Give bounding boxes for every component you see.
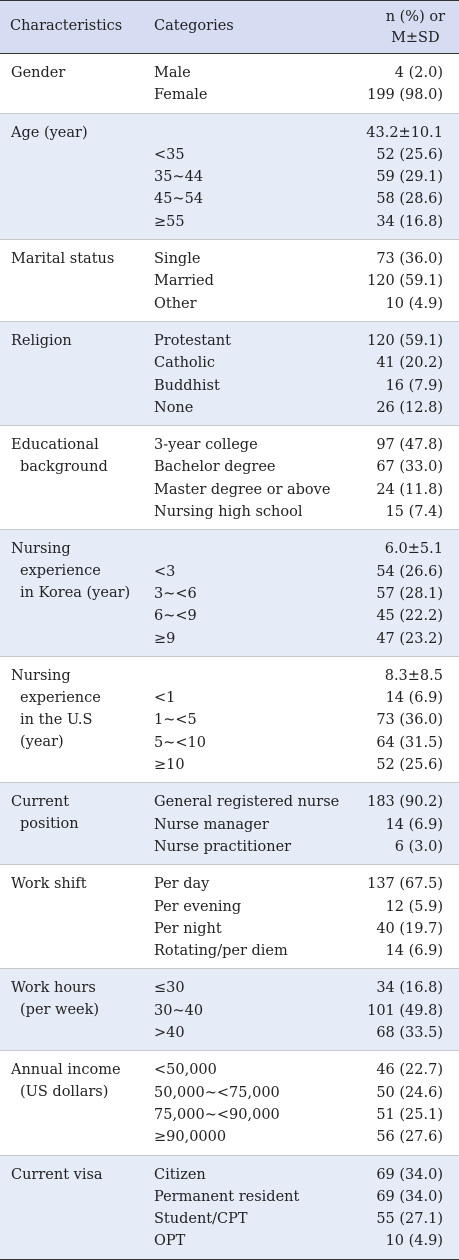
- table-row: [0, 144, 459, 166]
- table-row: [0, 188, 459, 210]
- value-cell: 26 (12.8): [376, 399, 443, 416]
- category-cell: ≥55: [154, 213, 185, 230]
- group-visa: [0, 1156, 459, 1260]
- table-row: [0, 732, 459, 754]
- value-cell: 69 (34.0): [376, 1188, 443, 1205]
- value-cell: 69 (34.0): [376, 1166, 443, 1183]
- table-row: [0, 352, 459, 374]
- table-row: [0, 1230, 459, 1252]
- group-exp_us: [0, 657, 459, 784]
- category-cell: 35~44: [154, 169, 204, 186]
- table-row: [0, 1164, 459, 1186]
- group-age: [0, 114, 459, 241]
- group-label-line: Current: [11, 794, 70, 811]
- value-cell: 6 (3.0): [394, 838, 443, 855]
- group-label-line: (US dollars): [20, 1084, 109, 1101]
- category-cell: 6~<9: [154, 608, 197, 625]
- table-row: [0, 122, 459, 144]
- value-cell: 120 (59.1): [367, 332, 443, 349]
- value-cell: 12 (5.9): [385, 898, 443, 915]
- table-row: [0, 605, 459, 627]
- category-cell: Buddhist: [154, 377, 220, 394]
- table-row: [0, 1082, 459, 1104]
- group-shift: [0, 865, 459, 969]
- header-categories: Categories: [154, 18, 234, 34]
- value-cell: 199 (98.0): [367, 87, 443, 104]
- category-cell: ≥90,0000: [154, 1129, 227, 1146]
- table-row: [0, 1000, 459, 1022]
- group-label-line: Educational: [11, 437, 99, 454]
- category-cell: Single: [154, 251, 201, 268]
- group-label-line: Marital status: [11, 251, 115, 268]
- value-cell: 55 (27.1): [376, 1211, 443, 1228]
- category-cell: ≥9: [154, 630, 176, 647]
- table-row: [0, 561, 459, 583]
- table-body: [0, 54, 459, 1260]
- group-label-line: Gender: [11, 65, 66, 81]
- group-label-line: position: [20, 816, 79, 833]
- table-row: [0, 211, 459, 233]
- table-row: [0, 1022, 459, 1044]
- table-row: [0, 456, 459, 478]
- value-cell: 40 (19.7): [376, 920, 443, 937]
- value-cell: 34 (16.8): [376, 213, 443, 230]
- table-row: [0, 791, 459, 813]
- category-cell: Permanent resident: [154, 1188, 300, 1205]
- group-label-line: Nursing: [11, 541, 71, 558]
- header-characteristics: Characteristics: [10, 18, 123, 34]
- category-cell: Male: [154, 65, 191, 81]
- category-cell: 5~<10: [154, 734, 206, 751]
- table-row: [0, 375, 459, 397]
- category-cell: Married: [154, 273, 214, 290]
- table-row: [0, 330, 459, 352]
- table-row: [0, 166, 459, 188]
- table-row: [0, 270, 459, 292]
- value-cell: 56 (27.6): [376, 1129, 443, 1146]
- category-cell: <50,000: [154, 1062, 217, 1079]
- value-cell: 8.3±8.5: [384, 667, 443, 684]
- group-label-line: experience: [20, 563, 101, 580]
- category-cell: ≤30: [154, 980, 185, 997]
- value-cell: 120 (59.1): [367, 273, 443, 290]
- group-label-line: Work hours: [11, 980, 96, 997]
- value-cell: 47 (23.2): [376, 630, 443, 647]
- table-row: [0, 397, 459, 419]
- group-income: [0, 1051, 459, 1155]
- value-cell: 52 (25.6): [376, 146, 443, 163]
- table-row: [0, 940, 459, 962]
- table-row: [0, 293, 459, 315]
- category-cell: Per night: [154, 920, 222, 937]
- category-cell: Female: [154, 87, 208, 104]
- group-label-line: in the U.S: [20, 711, 93, 728]
- value-cell: 10 (4.9): [385, 1233, 443, 1250]
- category-cell: ≥10: [154, 757, 185, 774]
- category-cell: 3~<6: [154, 585, 197, 602]
- group-gender: [0, 54, 459, 114]
- category-cell: Nurse practitioner: [154, 838, 292, 855]
- category-cell: <3: [154, 563, 176, 580]
- table-row: [0, 1104, 459, 1126]
- table-row: [0, 628, 459, 650]
- value-cell: 14 (6.9): [385, 816, 443, 833]
- table-row: [0, 1059, 459, 1081]
- value-cell: 43.2±10.1: [366, 124, 443, 141]
- table-row: [0, 248, 459, 270]
- table-row: [0, 687, 459, 709]
- table-row: [0, 977, 459, 999]
- value-cell: 15 (7.4): [385, 504, 443, 521]
- table-row: [0, 836, 459, 858]
- category-cell: <1: [154, 690, 176, 707]
- category-cell: Nurse manager: [154, 816, 269, 833]
- category-cell: Citizen: [154, 1166, 206, 1183]
- group-label-line: (per week): [20, 1002, 100, 1019]
- category-cell: General registered nurse: [154, 794, 340, 811]
- value-cell: 57 (28.1): [376, 585, 443, 602]
- value-cell: 45 (22.2): [376, 608, 443, 625]
- table-row: [0, 583, 459, 605]
- category-cell: 50,000~<75,000: [154, 1084, 280, 1101]
- value-cell: 51 (25.1): [376, 1106, 443, 1123]
- group-marital: [0, 240, 459, 322]
- value-cell: 16 (7.9): [385, 377, 443, 394]
- header-value-line2: M±SD: [391, 30, 440, 46]
- value-cell: 58 (28.6): [376, 191, 443, 208]
- value-cell: 73 (36.0): [376, 251, 443, 268]
- group-label-line: in Korea (year): [20, 585, 131, 602]
- category-cell: 3-year college: [154, 437, 258, 454]
- value-cell: 68 (33.5): [376, 1025, 443, 1042]
- header-value-line1: n (%) or: [385, 9, 445, 25]
- table-row: [0, 665, 459, 687]
- group-position: [0, 783, 459, 865]
- category-cell: None: [154, 399, 194, 416]
- value-cell: 46 (22.7): [376, 1062, 443, 1079]
- table-row: [0, 434, 459, 456]
- value-cell: 52 (25.6): [376, 757, 443, 774]
- value-cell: 64 (31.5): [376, 734, 443, 751]
- table-header: [0, 0, 459, 54]
- table-row: [0, 814, 459, 836]
- group-label-line: experience: [20, 689, 101, 706]
- group-hours: [0, 969, 459, 1051]
- category-cell: Other: [154, 295, 197, 312]
- group-label-line: Current visa: [11, 1166, 103, 1183]
- value-cell: 14 (6.9): [385, 690, 443, 707]
- table-row: [0, 1186, 459, 1208]
- category-cell: >40: [154, 1025, 185, 1042]
- value-cell: 4 (2.0): [394, 65, 443, 81]
- table-row: [0, 501, 459, 523]
- group-label-line: Work shift: [11, 876, 87, 893]
- category-cell: Catholic: [154, 355, 216, 372]
- group-label-line: Annual income: [11, 1062, 121, 1079]
- value-cell: 54 (26.6): [376, 563, 443, 580]
- table-row: [0, 918, 459, 940]
- group-label-line: background: [20, 459, 108, 476]
- value-cell: 34 (16.8): [376, 980, 443, 997]
- table-row: [0, 873, 459, 895]
- table-row: [0, 538, 459, 560]
- category-cell: Protestant: [154, 332, 231, 349]
- group-religion: [0, 322, 459, 426]
- category-cell: Bachelor degree: [154, 459, 276, 476]
- table-row: [0, 62, 459, 84]
- category-cell: Student/CPT: [154, 1211, 248, 1228]
- value-cell: 10 (4.9): [385, 295, 443, 312]
- group-education: [0, 426, 459, 530]
- category-cell: Per day: [154, 876, 210, 893]
- value-cell: 73 (36.0): [376, 712, 443, 729]
- group-label-line: Age (year): [11, 124, 88, 141]
- table-row: [0, 709, 459, 731]
- value-cell: 24 (11.8): [376, 481, 443, 498]
- table-row: [0, 84, 459, 106]
- table-row: [0, 754, 459, 776]
- group-label-line: Religion: [11, 332, 72, 349]
- value-cell: 137 (67.5): [367, 876, 443, 893]
- table-row: [0, 479, 459, 501]
- table-row: [0, 1126, 459, 1148]
- value-cell: 97 (47.8): [376, 437, 443, 454]
- value-cell: 41 (20.2): [376, 355, 443, 372]
- category-cell: OPT: [154, 1233, 186, 1250]
- value-cell: 59 (29.1): [376, 169, 443, 186]
- category-cell: 75,000~<90,000: [154, 1106, 280, 1123]
- value-cell: 183 (90.2): [367, 794, 443, 811]
- value-cell: 101 (49.8): [367, 1002, 443, 1019]
- value-cell: 67 (33.0): [376, 459, 443, 476]
- category-cell: 30~40: [154, 1002, 204, 1019]
- category-cell: Master degree or above: [154, 481, 331, 498]
- group-exp_korea: [0, 530, 459, 657]
- category-cell: Per evening: [154, 898, 242, 915]
- group-label-line: (year): [20, 733, 64, 750]
- header-value: [386, 7, 445, 49]
- table-row: [0, 896, 459, 918]
- category-cell: 1~<5: [154, 712, 197, 729]
- value-cell: 50 (24.6): [376, 1084, 443, 1101]
- category-cell: Rotating/per diem: [154, 943, 288, 960]
- value-cell: 6.0±5.1: [384, 541, 443, 558]
- group-label-line: Nursing: [11, 667, 71, 684]
- category-cell: <35: [154, 146, 185, 163]
- category-cell: 45~54: [154, 191, 204, 208]
- category-cell: Nursing high school: [154, 504, 303, 521]
- value-cell: 14 (6.9): [385, 943, 443, 960]
- table-row: [0, 1208, 459, 1230]
